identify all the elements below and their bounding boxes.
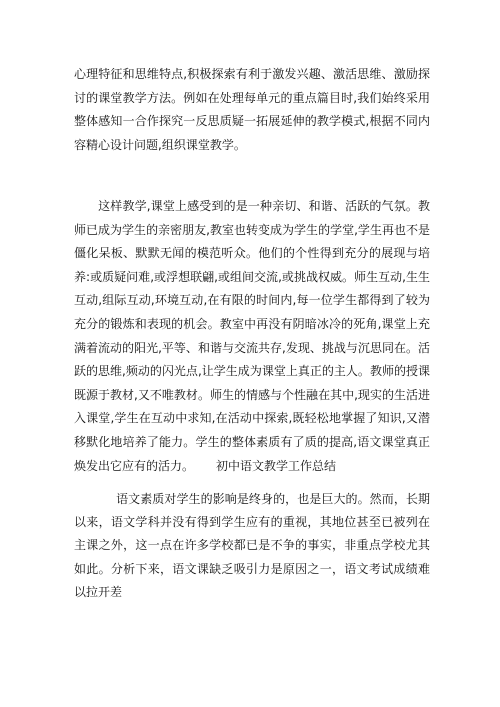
paragraph-3-text: 语文素质对学生的影响是终身的，也是巨大的。然而，长期以来，语文学科并没有得到学生应有的重视，其地位甚至已被列在主课之外，这一点在许多学校都已是不争的事实，非重点学校尤其如此。分析下来，语文课缺乏吸引力是原因之一，语文考试成绩难以拉开差 bbox=[74, 492, 430, 599]
paragraph-2 bbox=[74, 195, 430, 478]
paragraph-1-text: 心理特征和思维特点,积极探索有利于激发兴趣、激活思维、激励探讨的课堂教学方法。例如在处理每单元的重点篇目时,我们始终采用整体感知一合作探究一反思质疑一拓展延伸的教学模式,根据不同内容精心设计问题,组织课堂教学。 bbox=[74, 67, 430, 152]
paragraph-1 bbox=[74, 63, 430, 157]
paragraph-3 bbox=[74, 488, 430, 604]
section-heading: 初中语文教学工作总结 bbox=[216, 458, 337, 473]
paragraph-2-text: 这样教学,课堂上感受到的是一种亲切、和谐、活跃的气氛。教师已成为学生的亲密朋友,教室也转变成为学生的学堂,学生再也不是僵化呆板、默默无闻的模范听众。他们的个性得到充分的展现与培养:或质疑问难,或浮想联翩,或组间交流,或挑战权威。师生互动,生生互动,组际互动,环境互动,在有限的时间内,每一位学生都得到了较为充分的锻炼和表现的机会。教室中再没有阴暗冰冷的死角,课堂上充满着流动的阳光,平等、和谐与交流共存,发现、挑战与沉思同在。活跃的思维,频动的闪光点,让学生成为课堂上真正的主人。教师的授课既源于教材,又不唯教材。师生的情感与个性融在其中,现实的生活进入课堂,学生在互动中求知,在活动中探索,既轻松地掌握了知识,又潜移默化地培养了能力。学生的整体素质有了质的提高,语文课堂真正焕发出它应有的活力。 bbox=[74, 199, 430, 473]
